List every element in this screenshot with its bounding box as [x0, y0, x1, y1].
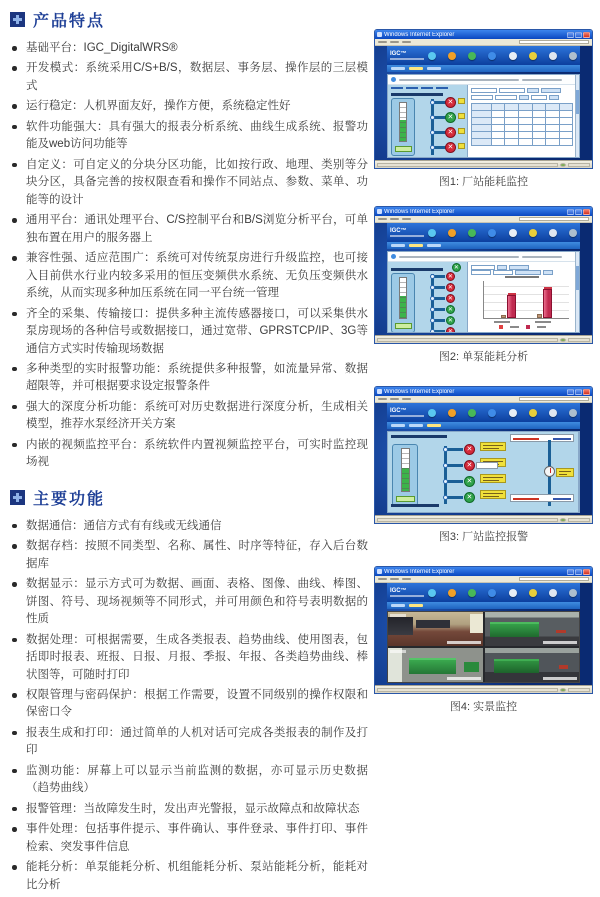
- station-title: [391, 435, 447, 438]
- nav-strip: [387, 65, 580, 72]
- level-gauge: [401, 448, 410, 492]
- query-button: [527, 88, 539, 93]
- window-title: Windows Internet Explorer: [384, 568, 455, 575]
- figure4-screenshot: [374, 566, 593, 694]
- pump-icon: [464, 476, 475, 487]
- water-tank: [391, 98, 415, 156]
- figure2-caption: 图2: 单泵能耗分析: [438, 351, 529, 363]
- pump-icon: [464, 492, 475, 503]
- status-bar: [375, 685, 592, 693]
- toolbar-icon: [428, 589, 436, 597]
- bullet-dot: [12, 807, 17, 812]
- feature-item: [10, 821, 368, 856]
- toolbar-icon: [549, 409, 557, 417]
- toolbar-icon: [569, 52, 577, 60]
- feature-text: 数据处理：可根据需要，生成各类报表、趋势曲线、使用图表，包括即时报表、班报、日报、月报、季报、年报、各类趋势曲线、棒状图等，可随时打印: [26, 633, 368, 681]
- feature-text: 自定义：可自定义的分块分区功能，比如按行政、地理、类别等分块分区，具备完善的按权限查看和操作不同站点、参数、菜单、功能等的设计: [26, 158, 368, 206]
- feature-text: 能耗分析：单泵能耗分析、机组能耗分析、泵站能耗分析，能耗对比分析: [26, 861, 368, 891]
- menu-item: [402, 41, 411, 43]
- date-input: [471, 88, 497, 93]
- toolbar-icon: [549, 229, 557, 237]
- maximize-icon: [575, 209, 582, 215]
- level-gauge: [399, 102, 407, 142]
- bar-series1: [537, 314, 542, 318]
- feature-item: [10, 518, 368, 535]
- close-icon: [583, 32, 590, 38]
- figure3-screenshot: [374, 386, 593, 524]
- feature-item: [10, 40, 368, 57]
- camera-view-2: [485, 612, 580, 646]
- main-functions-list: [10, 518, 368, 894]
- toolbar-icon: [448, 589, 456, 597]
- toolbar-icon: [448, 52, 456, 60]
- app-header: [387, 223, 580, 242]
- minimize-icon: [567, 209, 574, 215]
- camera-timestamp: [543, 641, 577, 644]
- scrollbar-thumb: [576, 90, 579, 115]
- feature-text: 报警管理：当故障发生时，发出声光警报，显示故障点和故障状态: [26, 802, 360, 815]
- feature-item: [10, 538, 368, 573]
- window-titlebar: [375, 207, 592, 216]
- menu-bar: [375, 216, 592, 223]
- plus-icon: [10, 490, 25, 505]
- camera-timestamp: [447, 677, 481, 680]
- feature-item: [10, 157, 368, 209]
- address-bar: [519, 577, 589, 581]
- energy-table-panel: [468, 85, 579, 157]
- page-background: [375, 46, 592, 160]
- bullet-dot: [12, 46, 17, 51]
- pump-icon: [445, 112, 456, 123]
- bullet-dot: [12, 256, 17, 261]
- window-titlebar: [375, 387, 592, 396]
- feature-item: [10, 250, 368, 302]
- app-header: [387, 46, 580, 65]
- plant-schematic: [388, 262, 468, 332]
- chart-legend: [471, 323, 573, 330]
- feature-item: [10, 60, 368, 95]
- feature-item: [10, 212, 368, 247]
- globe-icon: [560, 518, 566, 522]
- camera-label: [390, 614, 406, 617]
- bullet-dot: [12, 163, 17, 168]
- level-gauge: [399, 277, 407, 319]
- pump-icon: [445, 127, 456, 138]
- feature-text: 报表生成和打印：通过简单的人机对话可完成各类报表的制作及打印: [26, 726, 368, 757]
- bullet-dot: [12, 312, 17, 317]
- window-title: Windows Internet Explorer: [384, 31, 455, 38]
- toolbar-icon: [529, 229, 537, 237]
- bullet-dot: [12, 582, 17, 587]
- window-titlebar: [375, 30, 592, 39]
- section-title: 产品特点: [33, 13, 106, 30]
- figure-1: [374, 29, 593, 187]
- pump-icon: [452, 263, 461, 272]
- pump-icon: [446, 305, 455, 314]
- nav-strip: [387, 242, 580, 249]
- figure-4: [374, 566, 593, 712]
- alarm-banner: [510, 434, 574, 442]
- feature-text: 内嵌的视频监控平台：系统软件内置视频监控平台，可实时监控现场视: [26, 438, 368, 469]
- alarm-label: [480, 490, 506, 499]
- camera-view-4: [485, 648, 580, 682]
- bullet-dot: [12, 827, 17, 832]
- feature-item: [10, 576, 368, 628]
- toolbar-icon: [428, 52, 436, 60]
- app-logo: IGC™: [390, 228, 424, 237]
- feature-text: 监测功能：屏幕上可以显示当前监测的数据，亦可显示历史数据（趋势曲线）: [26, 764, 368, 795]
- ie-icon: [377, 569, 382, 574]
- minimize-icon: [567, 389, 574, 395]
- content-area: [387, 74, 580, 158]
- content-area: [387, 431, 580, 513]
- feature-text: 数据显示：显示方式可为数据、画面、表格、图像、曲线、棒图、饼图、符号、现场视频等不同形式，并可用颜色和符号表明数据的性质: [26, 578, 368, 626]
- window-buttons: [567, 32, 590, 38]
- content-area: [387, 251, 580, 333]
- maximize-icon: [575, 569, 582, 575]
- menu-bar: [375, 396, 592, 403]
- app-logo: IGC™: [390, 51, 424, 60]
- plant-schematic: [388, 85, 468, 157]
- feature-item: [10, 306, 368, 358]
- window-title: Windows Internet Explorer: [384, 208, 455, 215]
- address-bar: [519, 397, 589, 401]
- nav-item-active: [409, 67, 423, 70]
- window-title: Windows Internet Explorer: [384, 388, 455, 395]
- feature-item: [10, 687, 368, 722]
- globe-icon: [560, 163, 566, 167]
- video-wall: [387, 611, 580, 683]
- nav-strip: [387, 422, 580, 429]
- pump-icon: [446, 327, 455, 332]
- bullet-dot: [12, 865, 17, 870]
- pump-icon: [446, 272, 455, 281]
- feature-text: 事件处理：包括事件提示、事件确认、事件登录、事件打印、事件检索、突发事件信息: [26, 823, 368, 853]
- feature-text: 运行稳定：人机界面友好，操作方便，系统稳定性好: [26, 100, 291, 113]
- maximize-icon: [575, 32, 582, 38]
- nav-item: [427, 67, 441, 70]
- feature-item: [10, 119, 368, 154]
- toolbar-icon: [509, 229, 517, 237]
- bar-series2: [507, 295, 516, 318]
- feature-item: [10, 437, 368, 472]
- feature-text: 软件功能强大：具有强大的报表分析系统、曲线生成系统、报警功能及web访问功能等: [26, 120, 368, 151]
- toolbar-icon: [529, 409, 537, 417]
- toolbar-icon: [488, 52, 496, 60]
- bullet-dot: [12, 693, 17, 698]
- toolbar: [428, 52, 577, 60]
- product-features-list: [10, 40, 368, 472]
- toolbar-icon: [448, 409, 456, 417]
- nav-item: [391, 67, 405, 70]
- section-header-product-features: [10, 8, 368, 31]
- ie-icon: [377, 209, 382, 214]
- toolbar-icon: [509, 409, 517, 417]
- menu-bar: [375, 576, 592, 583]
- feature-item: [10, 725, 368, 760]
- feature-text: 权限管理与密码保护：根据工作需要，设置不同级别的操作权限和保密口令: [26, 689, 368, 719]
- bullet-dot: [12, 218, 17, 223]
- energy-table: [471, 103, 573, 146]
- toolbar-icon: [468, 409, 476, 417]
- toolbar: [428, 229, 577, 237]
- pump-icon: [464, 444, 475, 455]
- alarm-banner: [510, 494, 574, 502]
- notice-strip: [388, 252, 579, 262]
- window-titlebar: [375, 567, 592, 576]
- feature-text: 强大的深度分析功能：系统可对历史数据进行深度分析，生成相关模型，推荐水泵经济开关方案: [26, 400, 368, 431]
- bullet-dot: [12, 769, 17, 774]
- section-header-main-functions: [10, 486, 368, 509]
- close-icon: [583, 569, 590, 575]
- bullet-dot: [12, 443, 17, 448]
- figure-2: [374, 206, 593, 362]
- info-icon: [391, 77, 396, 82]
- toolbar-icon: [569, 589, 577, 597]
- menu-bar: [375, 39, 592, 46]
- toolbar-icon: [569, 409, 577, 417]
- bar-chart: [483, 281, 569, 319]
- water-tank: [392, 444, 418, 506]
- feature-text: 通用平台：通讯处理平台、C/S控制平台和B/S浏览分析平台，可单独布置在用户的服务器上: [26, 214, 368, 244]
- text-column: [10, 6, 368, 897]
- toolbar-icon: [488, 589, 496, 597]
- toolbar-icon: [529, 52, 537, 60]
- toolbar-icon: [468, 52, 476, 60]
- status-tag: [458, 98, 465, 104]
- toolbar: [428, 409, 577, 417]
- pump-icon: [446, 316, 455, 325]
- alarm-label: [480, 442, 506, 451]
- ie-icon: [377, 389, 382, 394]
- figures-column: [374, 29, 594, 712]
- section-title: 主要功能: [33, 490, 106, 508]
- toolbar-icon: [488, 409, 496, 417]
- schematic-title: [391, 93, 443, 96]
- figure1-screenshot: [374, 29, 593, 169]
- figure1-caption: 图1: 厂站能耗监控: [438, 176, 529, 188]
- bullet-dot: [12, 66, 17, 71]
- toolbar-icon: [448, 229, 456, 237]
- alarm-label: [556, 468, 574, 477]
- bar-series2: [543, 289, 552, 318]
- status-bar: [375, 335, 592, 343]
- status-bar: [375, 515, 592, 523]
- nav-strip: [387, 602, 580, 609]
- feature-item: [10, 632, 368, 684]
- camera-label: [390, 650, 406, 653]
- feature-item: [10, 361, 368, 396]
- toolbar-icon: [468, 229, 476, 237]
- feature-text: 多种类型的实时报警功能：系统提供多种报警，如流量异常、数据超限等，并可根据要求设定报警条件: [26, 362, 368, 393]
- feature-text: 开发模式：系统采用C/S+B/S，数据层、事务层、操作层的三层模式: [26, 62, 368, 92]
- bullet-dot: [12, 731, 17, 736]
- app-header: [387, 403, 580, 422]
- toolbar-icon: [569, 229, 577, 237]
- chart-title: [505, 276, 539, 278]
- scrollbar: [575, 252, 579, 332]
- notice-strip: [388, 75, 579, 85]
- energy-chart-panel: [468, 262, 579, 332]
- feature-item: [10, 399, 368, 434]
- minimize-icon: [567, 569, 574, 575]
- toolbar-icon: [509, 589, 517, 597]
- app-header: [387, 583, 580, 602]
- camera-timestamp: [447, 641, 481, 644]
- status-bar: [375, 160, 592, 168]
- feature-text: 数据通信：通信方式有有线或无线通信: [26, 519, 222, 532]
- water-tank: [391, 273, 415, 332]
- toolbar-icon: [509, 52, 517, 60]
- pump-icon: [446, 294, 455, 303]
- toolbar-icon: [428, 409, 436, 417]
- alarm-label: [480, 474, 506, 483]
- pump-icon: [445, 97, 456, 108]
- bullet-dot: [12, 104, 17, 109]
- alarm-schematic: [388, 432, 579, 512]
- ie-icon: [377, 32, 382, 37]
- bullet-dot: [12, 638, 17, 643]
- toolbar-icon: [468, 589, 476, 597]
- bullet-dot: [12, 367, 17, 372]
- figure-3: [374, 386, 593, 542]
- feature-text: 齐全的采集、传输接口：提供多种主流传感器接口，可以采集供水泵房现场的各种信号或数据接口，通过宽带、GPRSTCP/IP、3G等通信方式实时传输现场数据: [26, 307, 368, 355]
- globe-icon: [560, 338, 566, 342]
- bullet-dot: [12, 125, 17, 130]
- bar-series1: [501, 315, 506, 318]
- bullet-dot: [12, 405, 17, 410]
- address-bar: [519, 40, 589, 44]
- tooltip-box: [476, 462, 498, 469]
- figure3-caption: 图3: 厂站监控报警: [438, 531, 529, 543]
- feature-item: [10, 859, 368, 894]
- feature-item: [10, 98, 368, 115]
- menu-item: [378, 41, 387, 43]
- toolbar: [428, 589, 577, 597]
- pump-icon: [446, 283, 455, 292]
- figure2-screenshot: [374, 206, 593, 344]
- feature-item: [10, 763, 368, 798]
- toolbar-icon: [529, 589, 537, 597]
- feature-text: 数据存档：按照不同类型、名称、属性、时序等特征，存入后台数据库: [26, 540, 368, 570]
- app-logo: IGC™: [390, 408, 424, 417]
- bullet-dot: [12, 524, 17, 529]
- toolbar-icon: [428, 229, 436, 237]
- close-icon: [583, 389, 590, 395]
- feature-text: 兼容性强、适应范围广：系统可对传统泵房进行升级监控，也可接入目前供水行业内较多采用的恒压变频供水系统、无负压变频供水系统，从而实现多种加压系统在同一平台统一管理: [26, 252, 368, 300]
- figure4-caption: 图4: 实景监控: [449, 701, 518, 713]
- scrollbar: [575, 75, 579, 157]
- close-icon: [583, 209, 590, 215]
- toolbar-icon: [549, 589, 557, 597]
- camera-timestamp: [543, 677, 577, 680]
- minimize-icon: [567, 32, 574, 38]
- pump-icon: [464, 460, 475, 471]
- toolbar-icon: [549, 52, 557, 60]
- station-title-2: [391, 504, 439, 507]
- address-bar: [519, 217, 589, 221]
- maximize-icon: [575, 389, 582, 395]
- plus-icon: [10, 12, 25, 27]
- pressure-gauge-icon: [544, 466, 555, 477]
- info-icon: [391, 254, 396, 259]
- pump-icon: [445, 142, 456, 153]
- level-label: [395, 146, 412, 152]
- feature-text: 基础平台：IGC_DigitalWRS®: [26, 42, 178, 54]
- bullet-dot: [12, 544, 17, 549]
- camera-view-1: [388, 612, 483, 646]
- feature-item: [10, 801, 368, 818]
- level-label: [396, 496, 415, 502]
- app-logo: IGC™: [390, 588, 424, 597]
- camera-view-3: [388, 648, 483, 682]
- menu-item: [390, 41, 399, 43]
- globe-icon: [560, 688, 566, 692]
- toolbar-icon: [488, 229, 496, 237]
